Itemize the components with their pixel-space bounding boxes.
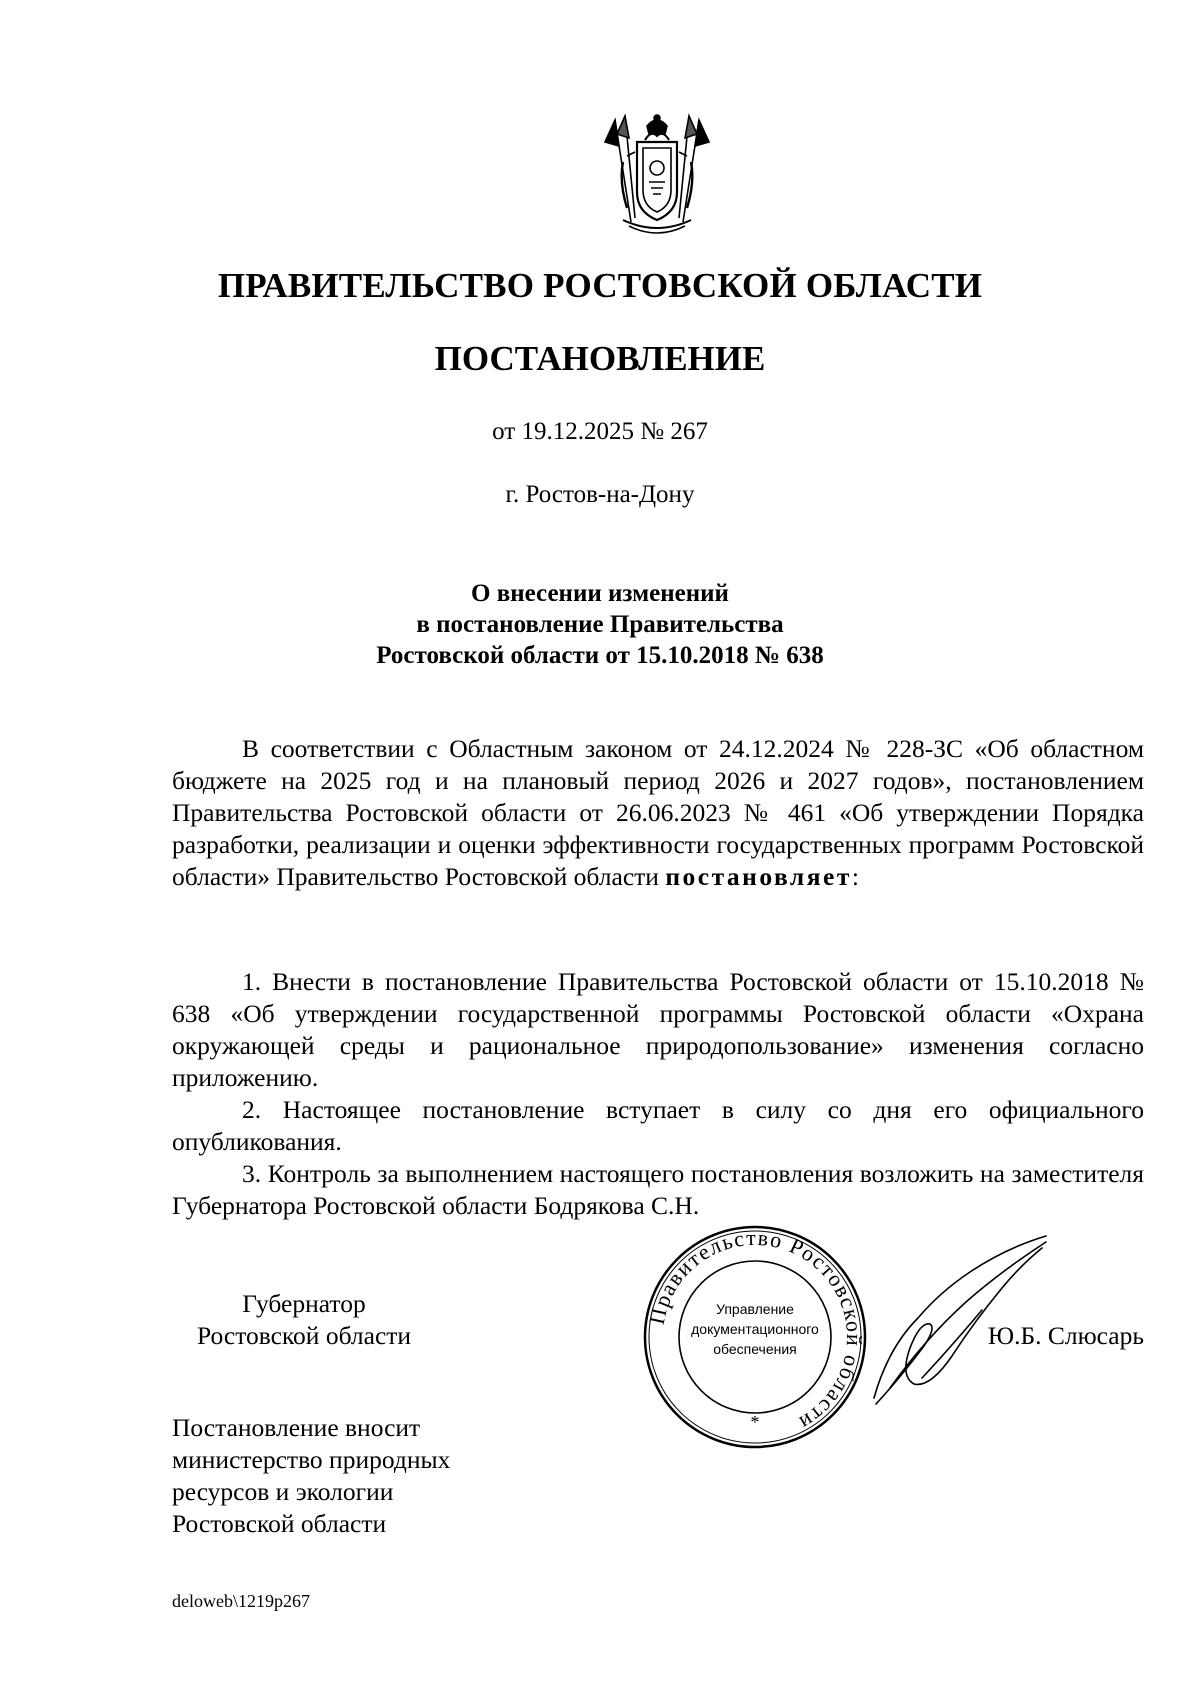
organization-title: ПРАВИТЕЛЬСТВО РОСТОВСКОЙ ОБЛАСТИ [217, 266, 983, 305]
preamble-text: В соответствии с Областным законом от 24.12.2024 № 228-ЗС «Об областном бюджете на 2025 год и на плановый период 2026 и 2027 годов», постановлением Правительства Ростовской области от 26.06.2023 № 461 «Об утверждении Порядка разработки, реализации и оценки эффективности государственных программ Ростовской области» Правительство Ростовской области [172, 734, 1144, 891]
official-stamp [640, 1222, 870, 1452]
resolution-item-2: 2. Настоящее постановление вступает в силу со дня его официального опубликования. [172, 1095, 1144, 1156]
subject-line: в постановление Правительства [416, 611, 784, 638]
stamp-inner-line: обеспечения [713, 1341, 797, 1357]
resolution-item-1: 1. Внести в постановление Правительства Ростовской области от 15.10.2018 № 638 «Об утверждении государственной программы Ростовской области «Охрана окружающей среды и рациональное природопользование» изменения согласно приложению. [172, 967, 1144, 1092]
contributor-line: Постановление вносит [172, 1413, 421, 1442]
document-city: г. Ростов-на-Дону [505, 481, 695, 508]
signer-position-line: Губернатор [242, 1289, 366, 1318]
stamp-star: * [750, 1412, 760, 1432]
coat-of-arms-icon [601, 112, 713, 238]
signer-position [174, 1288, 434, 1352]
resolution-item-3: 3. Контроль за выполнением настоящего постановления возложить на заместителя Губернатора Ростовской области Бодрякова С.Н. [172, 1159, 1144, 1220]
preamble-end: : [851, 862, 859, 891]
document-date-number: от 19.12.2025 № 267 [492, 418, 708, 445]
contributor-note [172, 1412, 572, 1540]
contributor-line: Ростовской области [172, 1509, 387, 1538]
contributor-line: министерство природных [172, 1445, 451, 1474]
signer-name: Ю.Б. Слюсарь [987, 1321, 1144, 1350]
document-subject [0, 578, 1200, 671]
stamp-inner-line: Управление [716, 1301, 794, 1317]
document-code: deloweb\1219p267 [172, 1591, 310, 1611]
resolves-keyword: постановляет [665, 862, 852, 891]
contributor-line: ресурсов и экологии [172, 1477, 394, 1506]
subject-line: Ростовской области от 15.10.2018 № 638 [376, 642, 824, 669]
document-type: ПОСТАНОВЛЕНИЕ [434, 339, 766, 378]
subject-line: О внесении изменений [471, 580, 729, 607]
stamp-outer-text: Правительство Ростовской области [643, 1224, 868, 1437]
stamp-inner-line: документационного [691, 1321, 819, 1337]
preamble-paragraph [172, 733, 1144, 893]
resolution-items [172, 966, 1144, 1222]
signer-position-line: Ростовской области [196, 1321, 412, 1350]
